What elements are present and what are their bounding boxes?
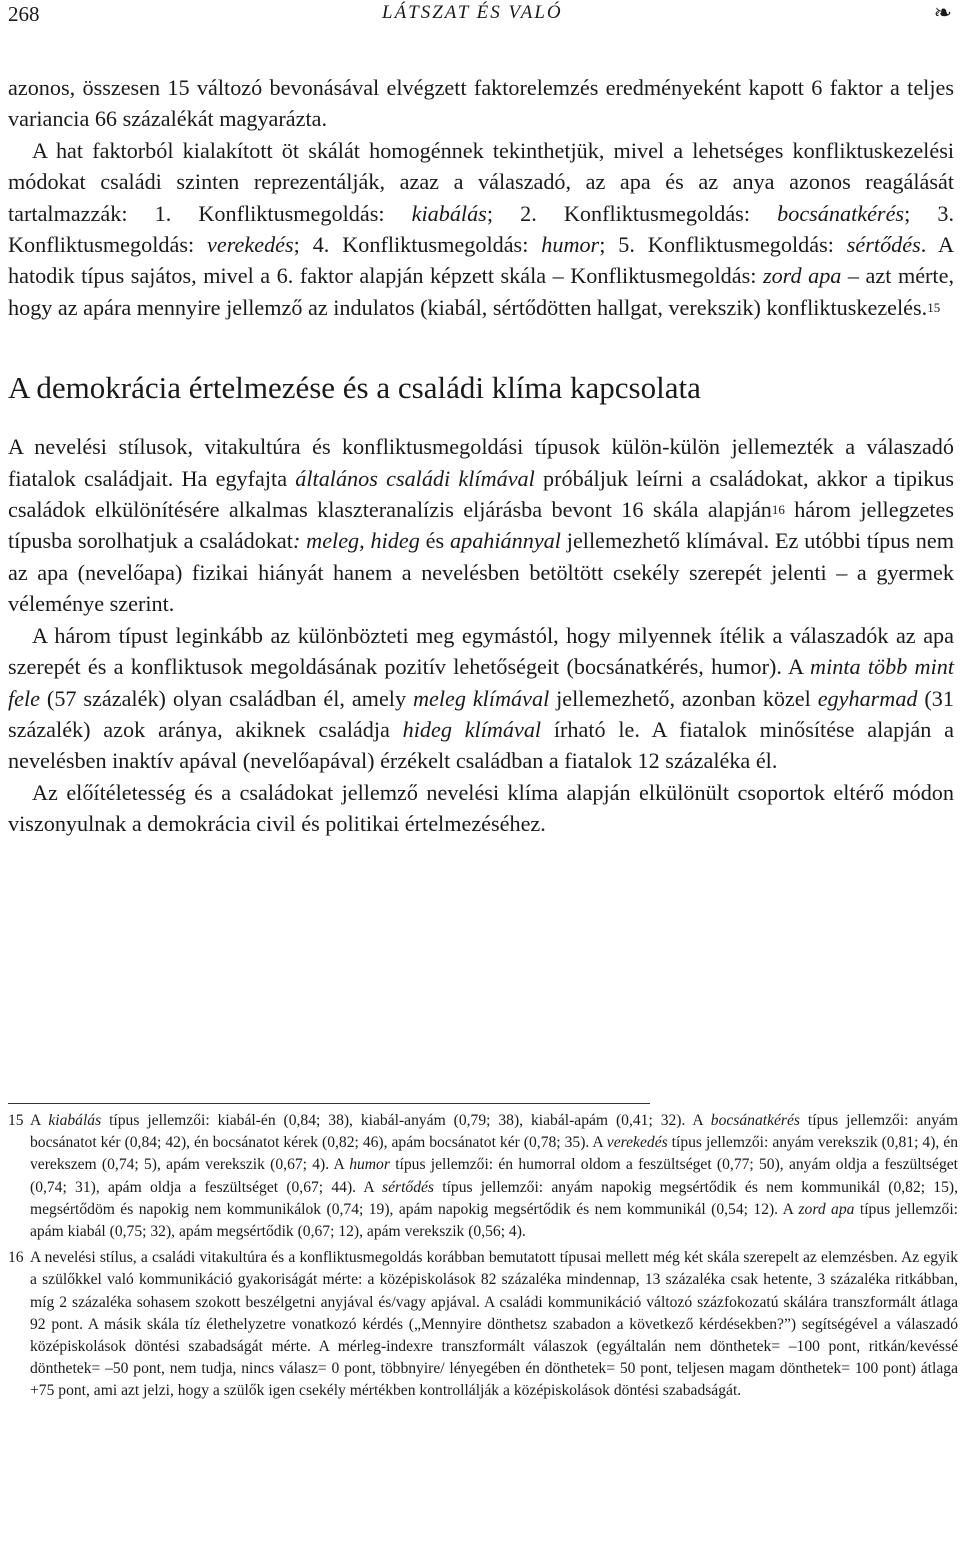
emphasis: sértődés — [382, 1178, 435, 1196]
text-run: ; 2. Konfliktusmegoldás: — [486, 200, 778, 226]
emphasis: egyharmad — [817, 685, 918, 711]
text-run: (31 százalék) azok aránya, akiknek családja — [8, 685, 954, 742]
text-run: három jellegzetes típusba sorolhatjuk a családokat — [8, 497, 955, 554]
text-run: ; 3. Konfliktusmegoldás: — [8, 200, 954, 258]
text-run: típus jellemzői: anyám bocsánatot kér (0,84; 42), én bocsánatot kérek (0,82; 46), apám bocsánatot kér (0,78; 35). A — [30, 1112, 958, 1152]
text-run: típus jellemzői: kiabál-én (0,84; 38), kiabál-anyám (0,79; 38), kiabál-apám (0,41; 32). A — [101, 1112, 711, 1129]
text-run: jellemezhető, azonban közel — [549, 685, 818, 711]
paragraph-types — [8, 620, 954, 777]
paragraph-family-climate — [8, 431, 954, 619]
text-run: típus jellemzői: anyám napokig megsértődik és nem kommunikál (0,82; 15), megsértődöm és napokig nem kommunikálok (0,74; 19), apám napokig megsértődik és nem kommunikál (0,54; 12). A — [30, 1178, 958, 1218]
text-run: próbáljuk leírni a családokat, akkor a tipikus családok elkülönítésére alkalmas klaszteranalízis eljárásba bevont 16 skála alapján — [8, 465, 954, 523]
text-run: A nevelési stílusok, vitakultúra és konfliktusmegoldási típusok külön-külön jellemezték a válaszadó fiatalok családjait. Ha egyfajta — [8, 434, 954, 491]
text-run: típus jellemzői: apám kiabál (0,75; 32), apám megsértődik (0,67; 12), apám verekszik (0,56; 4). — [30, 1200, 958, 1241]
text-run: A nevelési stílus, a családi vitakultúra és a konfliktusmegoldás korábban bemutatott típusai mellett még két skála szerepelt az elemzésben. Az egyik a szülőkkel való kommunikáció gyakoriságát mérte: a középiskolások 82 százaléka mindennap, 13 százaléka csak hetente, 3 százaléka ritkábban, míg 2 százaléka sohasem szokott beszélgetni anyjával és/vagy apjával. A családi kommunikáció változó százfokozatú skálára transzformált átlaga 92 pont. A másik skála tíz élethelyzetre vonatkozó kérdés („Mennyire dönthetsz szabadon a következő kérdésekben?”) segítségével a válaszadó középiskolások döntési szabadságát mérte. A mérleg-indexre transzformált válaszok (egyáltalán nem dönthetek= –100 pont, ritkán/kevéssé dönthetek= –50 pont, nem tudja, nincs válasz= 0 pont, többnyire/ lényegében én dönthetek= 50 pont, teljesen magam dönthetek= 100 pont) átlaga +75 pont, ami azt jelzi, hogy a szülők igen csekély mértékben kontrollálják a középiskolások döntési szabadságát. — [30, 1249, 958, 1400]
footnote-ref-15[interactable]: 15 — [927, 299, 941, 315]
emphasis: verekedés — [207, 232, 294, 258]
page-number: 268 — [8, 2, 40, 26]
text-run: A — [30, 1112, 49, 1129]
footnotes — [8, 1110, 958, 1403]
emphasis: bocsánatkérés — [777, 200, 905, 226]
footnote-ref-16[interactable]: 16 — [771, 502, 785, 518]
paragraph-factor-analysis — [8, 72, 954, 323]
emphasis: verekedés — [606, 1134, 668, 1152]
text-run: ; 5. Konfliktusmegoldás: — [599, 232, 847, 258]
text-run: írható le. A fiatalok minősítése alapján a nevelésben inaktív apával (nevelőapával) érzékelt családban a fiatalok 12 százaléka él. — [8, 716, 954, 774]
emphasis: bocsánatkérés — [710, 1112, 800, 1129]
main-text — [8, 72, 954, 840]
text-run: jellemezhető klímával. Ez utóbbi típus nem az apa (nevelőapa) fizikai hiányát hanem a nevelésben betöltött csekély szerepét jelenti – a gyermek véleménye szerint. — [8, 528, 954, 617]
text-run: típus jellemzői: én humorral oldom a feszültséget (0,77; 50), anyám oldja a feszültséget (0,74; 31), apám oldja a feszültséget (0,67; 44). A — [30, 1156, 958, 1196]
emphasis: zord apa — [762, 263, 842, 289]
text-run: . A hatodik típus sajátos, mivel a 6. faktor alapján képzett skála – Konfliktusmegoldás: — [8, 232, 954, 289]
emphasis: hideg klímával — [402, 716, 542, 742]
footnote-divider — [8, 1103, 650, 1104]
emphasis: humor — [541, 232, 600, 258]
emphasis: apahiánnyal — [450, 528, 561, 554]
page-header — [8, 2, 956, 32]
emphasis: kiabálás — [411, 200, 487, 226]
emphasis: kiabálás — [48, 1112, 102, 1129]
text-run: azonos, összesen 15 változó bevonásával elvégzett faktorelemzés eredményeként kapott 6 faktor a teljes variancia 66 százalékát magyarázta. — [8, 75, 954, 132]
emphasis: általános családi klímával — [295, 465, 535, 491]
text-run: és — [419, 528, 451, 554]
section-heading: A demokrácia értelmezése és a családi klíma kapcsolata — [8, 370, 701, 406]
footnote-number: 15 — [8, 1112, 24, 1129]
emphasis: : meleg, hideg — [292, 528, 420, 554]
emphasis: sértődés — [846, 232, 921, 258]
text-run: A hat faktorból kialakított öt skálát homogénnek tekinthetjük, mivel a lehetséges konfliktuskezelési módokat családi szinten reprezentálják, azaz a válaszadó, az apa és az anya azonos reagálását tartalmazzák: 1. Konfliktusmegoldás: — [8, 137, 954, 226]
running-title: LÁTSZAT ÉS VALÓ — [382, 2, 563, 23]
emphasis: zord apa — [798, 1200, 855, 1218]
footnote-16 — [8, 1247, 958, 1402]
text-run: ; 4. Konfliktusmegoldás: — [293, 232, 542, 258]
text-run: (57 százalék) olyan családban él, amely — [40, 685, 413, 711]
emphasis: humor — [349, 1156, 390, 1174]
text-run: A három típust leginkább az különbözteti meg egymástól, hogy milyennek ítélik a válaszadók az apa szerepét és a konfliktusok megoldásának pozitív lehetőségeit (bocsánatkérés, humor). A — [8, 622, 954, 680]
footnote-number: 16 — [8, 1249, 24, 1267]
text-run: típus jellemzői: anyám verekszik (0,81; 4), én verekszem (0,74; 5), apám verekszik (0,67; 4). A — [30, 1134, 958, 1174]
emphasis: meleg klímával — [412, 685, 550, 711]
text-run: – azt mérte, hogy az apára mennyire jellemző az indulatos (kiabál, sértődötten hallgat, verekszik) konfliktuskezelés. — [8, 263, 954, 320]
emphasis: minta több mint fele — [8, 654, 954, 711]
footnote-15 — [8, 1110, 958, 1243]
paragraph-prejudice: Az előítéletesség és a családokat jellemző nevelési klíma alapján elkülönült csoportok eltérő módon viszonyulnak a demokrácia civil és politikai értelmezéséhez. — [8, 779, 954, 837]
fleuron-icon: ❧ — [933, 0, 952, 25]
